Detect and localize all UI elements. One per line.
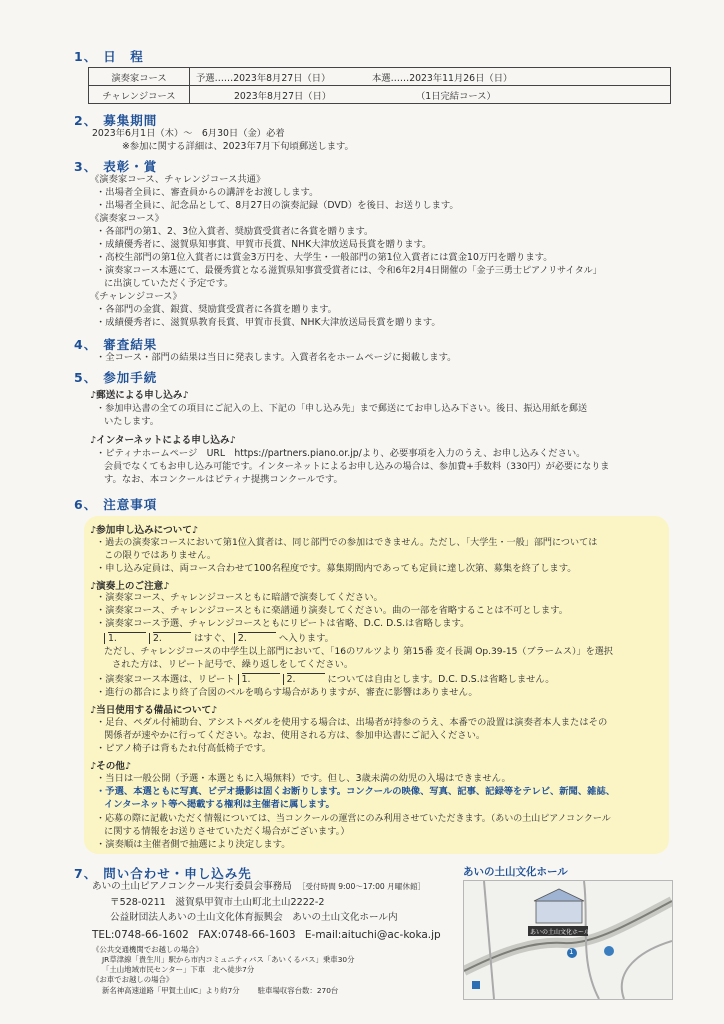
contact-org2: 公益財団法人あいの土山文化体育振興会 あいの土山文化ホール内 xyxy=(110,912,398,923)
section-title: 審査結果 xyxy=(103,337,158,352)
section-number: 1、 xyxy=(74,49,98,64)
section-heading-awards xyxy=(74,157,157,175)
mail-application-line: いたします。 xyxy=(104,416,160,427)
award-line: ・高校生部門の第1位入賞者には賞金3万円を、大学生・一般部門の第1位入賞者には賞金10万円を贈ります。 xyxy=(96,252,553,263)
section-number: 6、 xyxy=(74,497,98,512)
access-car-line xyxy=(102,986,338,996)
schedule-detail: 本選……2023年11月26日（日） xyxy=(372,72,513,84)
table-row xyxy=(89,86,671,104)
access-line: JR草津線「貴生川」駅から市内コミュニティバス「あいくるバス」乗車30分 xyxy=(102,955,355,964)
section-number: 2、 xyxy=(74,113,98,128)
notes-subtitle: ♪その他♪ xyxy=(90,761,132,772)
access-line: 「土山地域市民センター」下車 北へ徒歩7分 xyxy=(102,965,255,974)
notes-line-emphasis: ・予選、本選ともに写真、ビデオ撮影は固くお断りします。コンクールの映像、写真、記事、記録等をテレビ、新聞、雑誌、 xyxy=(96,786,616,797)
results-text: ・全コース・部門の結果は当日に発表します。入賞者名をホームページに掲載します。 xyxy=(96,352,457,363)
access-title: 《お車でお越しの場合》 xyxy=(92,975,174,984)
access-map xyxy=(463,880,673,1000)
notes-subtitle: ♪参加申し込みについて♪ xyxy=(90,525,198,536)
mail-application-line: ・参加申込書の全ての項目にご記入の上、下記の「申し込み先」まで郵送にてお申し込み下さい。後日、振込用紙を郵送 xyxy=(96,404,588,414)
award-line: ・出場者全員に、記念品として、8月27日の演奏記録（DVD）を後日、お送りします。 xyxy=(96,200,459,211)
contact-address: 〒528-0211 滋賀県甲賀市土山町北土山2222-2 xyxy=(110,897,325,908)
parking-info: 駐車場収容台数：270台 xyxy=(257,986,339,995)
schedule-detail: 2023年8月27日（日） xyxy=(234,90,332,102)
notes-line: 関係者が速やかに行ってください。なお、使用される方は、参加申込書にご記入ください。 xyxy=(104,730,486,741)
section-title: 日 程 xyxy=(103,49,144,64)
period-text: 2023年6月1日（木）～ 6月30日（金）必着 xyxy=(92,128,285,139)
schedule-table xyxy=(88,67,671,104)
map-route-number: 1 xyxy=(569,948,574,956)
repeat-label: 1. xyxy=(108,632,146,643)
contact-org-line xyxy=(92,881,425,893)
section-title: 表彰・賞 xyxy=(103,159,158,174)
notes-line: ・演奏家コース予選、チャレンジコースともにリピートは省略、D.C. D.S.は省略します。 xyxy=(96,618,470,629)
period-note: ※参加に関する詳細は、2023年7月下旬頃郵送します。 xyxy=(122,141,354,152)
section-title: 参加手続 xyxy=(103,370,158,385)
map-label: あいの土山文化ホール xyxy=(530,929,590,936)
map-graphic xyxy=(464,881,672,999)
notes-line: ・演奏家コース、チャレンジコースともに楽譜通り演奏してください。曲の一部を省略することは不可とします。 xyxy=(96,605,569,616)
schedule-cell xyxy=(190,86,671,104)
schedule-detail: （1日完結コース） xyxy=(416,90,496,102)
repeat-label: 2. xyxy=(287,673,325,684)
notes-line: ・足台、ペダル付補助台、アシストペダルを使用する場合は、出場者が持参のうえ、本番での設置は演奏者本人またはその xyxy=(96,717,608,728)
award-line: ・成績優秀者に、滋賀県教育長賞、甲賀市長賞、NHK大津放送局長賞を贈ります。 xyxy=(96,317,441,328)
award-category: 《チャレンジコース》 xyxy=(90,291,182,302)
section-title: 募集期間 xyxy=(103,113,158,128)
notes-line: ・ピアノ椅子は背もたれ付高低椅子です。 xyxy=(96,743,272,754)
course-cell: 演奏家コース xyxy=(89,68,190,86)
notes-line: ・演奏家コース、チャレンジコースともに暗譜で演奏してください。 xyxy=(96,592,383,603)
access-line: 新名神高速道路「甲賀土山IC」より約7分 xyxy=(102,986,240,995)
contact-fax: FAX:0748-66-1603 xyxy=(198,929,296,941)
schedule-cell xyxy=(190,68,671,86)
repeat-final-line xyxy=(96,673,555,686)
internet-application-line: 会員でなくてもお申し込み可能です。インターネットによるお申し込みの場合は、参加費+手数料（330円）が必要になりま xyxy=(104,462,610,472)
notes-line: ・過去の演奏家コースにおいて第1位入賞者は、同じ部門での参加はできません。ただし、「大学生・一般」部門については xyxy=(96,538,598,548)
notes-line: この限りではありません。 xyxy=(104,550,217,561)
table-row xyxy=(89,68,671,86)
award-category: 《演奏家コース》 xyxy=(90,213,164,224)
notes-line: ・申し込み定員は、両コース合わせて100名程度です。募集期間内であっても定員に達し次第、募集を終了します。 xyxy=(96,563,577,574)
repeat-bracket-4 xyxy=(238,674,280,685)
repeat-text: はすぐ、 xyxy=(193,633,231,644)
notes-line: ・演奏順は主催者側で抽選により決定します。 xyxy=(96,839,291,850)
internet-application-line: ・ピティナホームページ URL https://partners.piano.or.jp/より、必要事項を入力のうえ、お申し込みください。 xyxy=(96,448,586,459)
award-line: ・成績優秀者に、滋賀県知事賞、甲賀市長賞、NHK大津放送局長賞を贈ります。 xyxy=(96,239,432,250)
contact-hours: ［受付時間 9:00～17:00 月曜休館］ xyxy=(297,882,426,891)
schedule-detail: 予選……2023年8月27日（日） xyxy=(196,72,331,84)
contact-email[interactable]: E-mail:aituchi@ac-koka.jp xyxy=(304,929,441,941)
award-line: ・出場者全員に、審査員からの講評をお渡しします。 xyxy=(96,187,319,198)
contact-tel: TEL:0748-66-1602 xyxy=(92,929,189,941)
repeat-explanation xyxy=(104,632,334,645)
map-title: あいの土山文化ホール xyxy=(463,866,568,878)
section-number: 7、 xyxy=(74,866,98,881)
notes-line: された方は、リピート記号で、繰り返しをしてください。 xyxy=(112,659,354,670)
section-heading-contact xyxy=(74,864,252,882)
notes-line: ただし、チャレンジコースの中学生以上部門において、「16のワルツより 第15番 変イ長調 Op.39-15（ブラームス）」を選択 xyxy=(104,647,613,657)
award-line: ・各部門の第1、2、3位入賞者、奨励賞受賞者に各賞を贈ります。 xyxy=(96,226,374,237)
repeat-text: ・演奏家コース本選は、リピート xyxy=(96,674,235,685)
repeat-label: 2. xyxy=(238,632,276,643)
repeat-bracket-5 xyxy=(283,674,325,685)
notes-subtitle: ♪当日使用する備品について♪ xyxy=(90,705,218,716)
award-category: 《演奏家コース、チャレンジコース共通》 xyxy=(90,174,266,185)
repeat-bracket-2 xyxy=(149,633,191,644)
section-number: 3、 xyxy=(74,159,98,174)
section-heading-procedure xyxy=(74,368,157,386)
section-heading-notes xyxy=(74,495,157,513)
notes-line: ・応募の際に記載いただく情報については、当コンクールの運営にのみ利用させていただきます。（あいの土山ピアノコンクール xyxy=(96,814,611,824)
contact-org: あいの土山ピアノコンクール実行委員会事務局 xyxy=(92,881,292,892)
mail-application-title: ♪郵送による申し込み♪ xyxy=(90,390,189,401)
repeat-bracket-1 xyxy=(104,633,146,644)
course-cell: チャレンジコース xyxy=(89,86,190,104)
notes-line-emphasis: インターネット等へ掲載する権利は主催者に属します。 xyxy=(104,799,335,810)
internet-application-line: す。なお、本コンクールはピティナ提携コンクールです。 xyxy=(104,474,343,485)
repeat-label: 1. xyxy=(242,673,280,684)
section-title: 注意事項 xyxy=(103,497,158,512)
notes-subtitle: ♪演奏上のご注意♪ xyxy=(90,581,170,592)
repeat-text: については自由とします。D.C. D.S.は省略しません。 xyxy=(327,674,555,685)
section-heading-schedule xyxy=(74,47,144,65)
section-number: 5、 xyxy=(74,370,98,385)
internet-application-title: ♪インターネットによる申し込み♪ xyxy=(90,435,236,446)
repeat-bracket-3 xyxy=(234,633,276,644)
repeat-label: 2. xyxy=(153,632,191,643)
award-line: に出演していただく予定です。 xyxy=(104,278,234,289)
section-heading-results xyxy=(74,335,157,353)
award-line: ・各部門の金賞、銀賞、奨励賞受賞者に各賞を贈ります。 xyxy=(96,304,337,315)
notes-line: に関する情報をお送りさせていただく場合がございます。） xyxy=(104,826,350,837)
section-number: 4、 xyxy=(74,337,98,352)
notes-line: ・進行の都合により終了合図のベルを鳴らす場合がありますが、審査に影響はありません。 xyxy=(96,687,478,698)
contact-numbers xyxy=(92,928,441,942)
notes-line: ・当日は一般公開（予選・本選ともに入場無料）です。但し、3歳未満の幼児の入場はできません。 xyxy=(96,773,511,784)
award-line: ・演奏家コース本選にて、最優秀賞となる滋賀県知事賞受賞者には、令和6年2月4日開催の「金子三勇士ピアノリサイタル」 xyxy=(96,266,602,276)
section-heading-period xyxy=(74,111,157,129)
repeat-text: へ入ります。 xyxy=(278,633,334,644)
section-title: 問い合わせ・申し込み先 xyxy=(103,866,252,881)
access-title: 《公共交通機関でお越しの場合》 xyxy=(92,945,203,954)
